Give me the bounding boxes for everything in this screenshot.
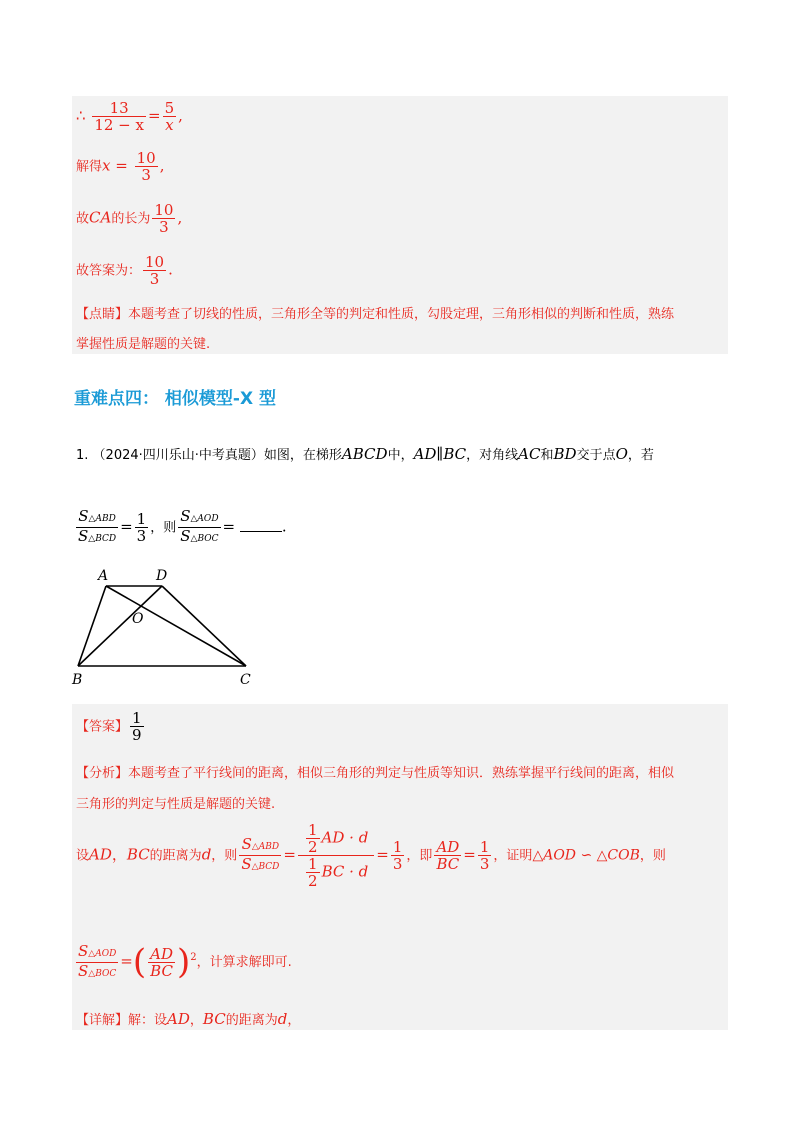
detail-line: 【详解】解：设AD，BC的距离为d，: [76, 1010, 301, 1028]
question-ratio-line: $\frac{\text{S△ABD}}{\text{S△BCD}}$ = $\frac{1}{3}$ ，则 $\frac{\text{S△AOD}}{\text{S△BOC}}$ = .: [78, 507, 287, 545]
equation-proportion: ∴ $\frac{13}{12 - x}$ = $\frac{5}{x}$ ,: [76, 99, 183, 134]
comment-line-1: 【点睛】本题考查了切线的性质，三角形全等的判定和性质，勾股定理，三角形相似的判断和性质，熟练: [76, 307, 675, 322]
fraction-1-3: $\frac{1}{3}$: [392, 838, 403, 873]
fraction-1-3: $\frac{1}{3}$: [136, 510, 147, 545]
fraction-10-3: $\frac{10}{3}$: [154, 201, 174, 236]
trapezoid-figure: [66, 566, 266, 690]
squared-ratio-line: $\frac{\text{S△AOD}}{\text{S△BOC}}$ =( $\frac{AD}{BC}$ )$^2$，计算求解即可.: [78, 941, 292, 982]
analysis-tag: 【分析】: [76, 766, 129, 781]
label-d: D: [156, 568, 168, 584]
fraction-10-3: $\frac{10}{3}$: [145, 253, 165, 288]
area-ratio-aod-boc: $\frac{\text{S△AOD}}{\text{S△BOC}}$: [78, 941, 117, 980]
fraction-1-9: $\frac{1}{9}$: [132, 709, 142, 744]
area-ratio-abd-bcd: $\frac{\text{S△ABD}}{\text{S△BCD}}$: [78, 507, 117, 545]
label-b: B: [72, 672, 83, 688]
distance-ratio-line: 设AD，BC的距离为d，则 $\frac{\text{S△ABD}}{\text{S△BCD}}$ = $\frac{1}{2}$ AD · d $\frac{1}{2}$ BC · d = $\frac{1}{3}$ ，即 $\frac{AD}{BC}$ = $\frac{1}{3}$ ，证明△AOD ∽ △COB，则: [76, 821, 666, 890]
ca-length-line: 故CA的长为 $\frac{10}{3}$ ,: [76, 201, 183, 236]
answer-line: 故答案为： $\frac{10}{3}$ .: [76, 253, 173, 288]
half-area-fraction: $\frac{1}{2}$ AD · d $\frac{1}{2}$ BC · d: [298, 822, 374, 889]
comment-line-2: 掌握性质是解题的关键.: [76, 337, 211, 352]
analysis-line-2: 三角形的判定与性质是解题的关键.: [76, 797, 276, 812]
answer-row: [76, 710, 146, 743]
fraction-1-3: $\frac{1}{3}$: [479, 838, 490, 873]
question-line: 1. （2024·四川乐山·中考真题）如图，在梯形ABCD中，AD∥BC，对角线AC和BD交于点O，若: [76, 445, 654, 463]
analysis-line-1: 【分析】本题考查了平行线间的距离，相似三角形的判定与性质等知识．熟练掌握平行线间的距离，相似: [76, 766, 675, 781]
area-ratio-aod-boc: $\frac{\text{S△AOD}}{\text{S△BOC}}$: [180, 507, 219, 545]
fraction-10-3: $\frac{10}{3}$: [136, 149, 156, 184]
area-ratio-abd-bcd: $\frac{\text{S△ABD}}{\text{S△BCD}}$: [241, 835, 280, 873]
fraction-13: $\frac{13}{12 - x}$: [94, 99, 144, 134]
answer-blank: [240, 521, 282, 532]
solve-line: 解得x = $\frac{10}{3}$ ,: [76, 149, 165, 184]
label-o: O: [132, 611, 144, 627]
answer-tag: 【答案】: [76, 719, 129, 735]
ad-over-bc: $\frac{AD}{BC}$: [150, 944, 173, 980]
detail-tag: 【详解】: [76, 1013, 129, 1028]
label-a: A: [98, 568, 109, 584]
label-c: C: [240, 672, 251, 688]
section-title: 重难点四： 相似模型-X 型: [74, 389, 276, 409]
therefore-symbol: ∴: [76, 106, 86, 125]
fraction-5: $\frac{5}{x}$: [164, 99, 175, 134]
ad-over-bc: $\frac{AD}{BC}$: [436, 838, 460, 873]
comment-tag: 【点睛】: [76, 307, 129, 322]
